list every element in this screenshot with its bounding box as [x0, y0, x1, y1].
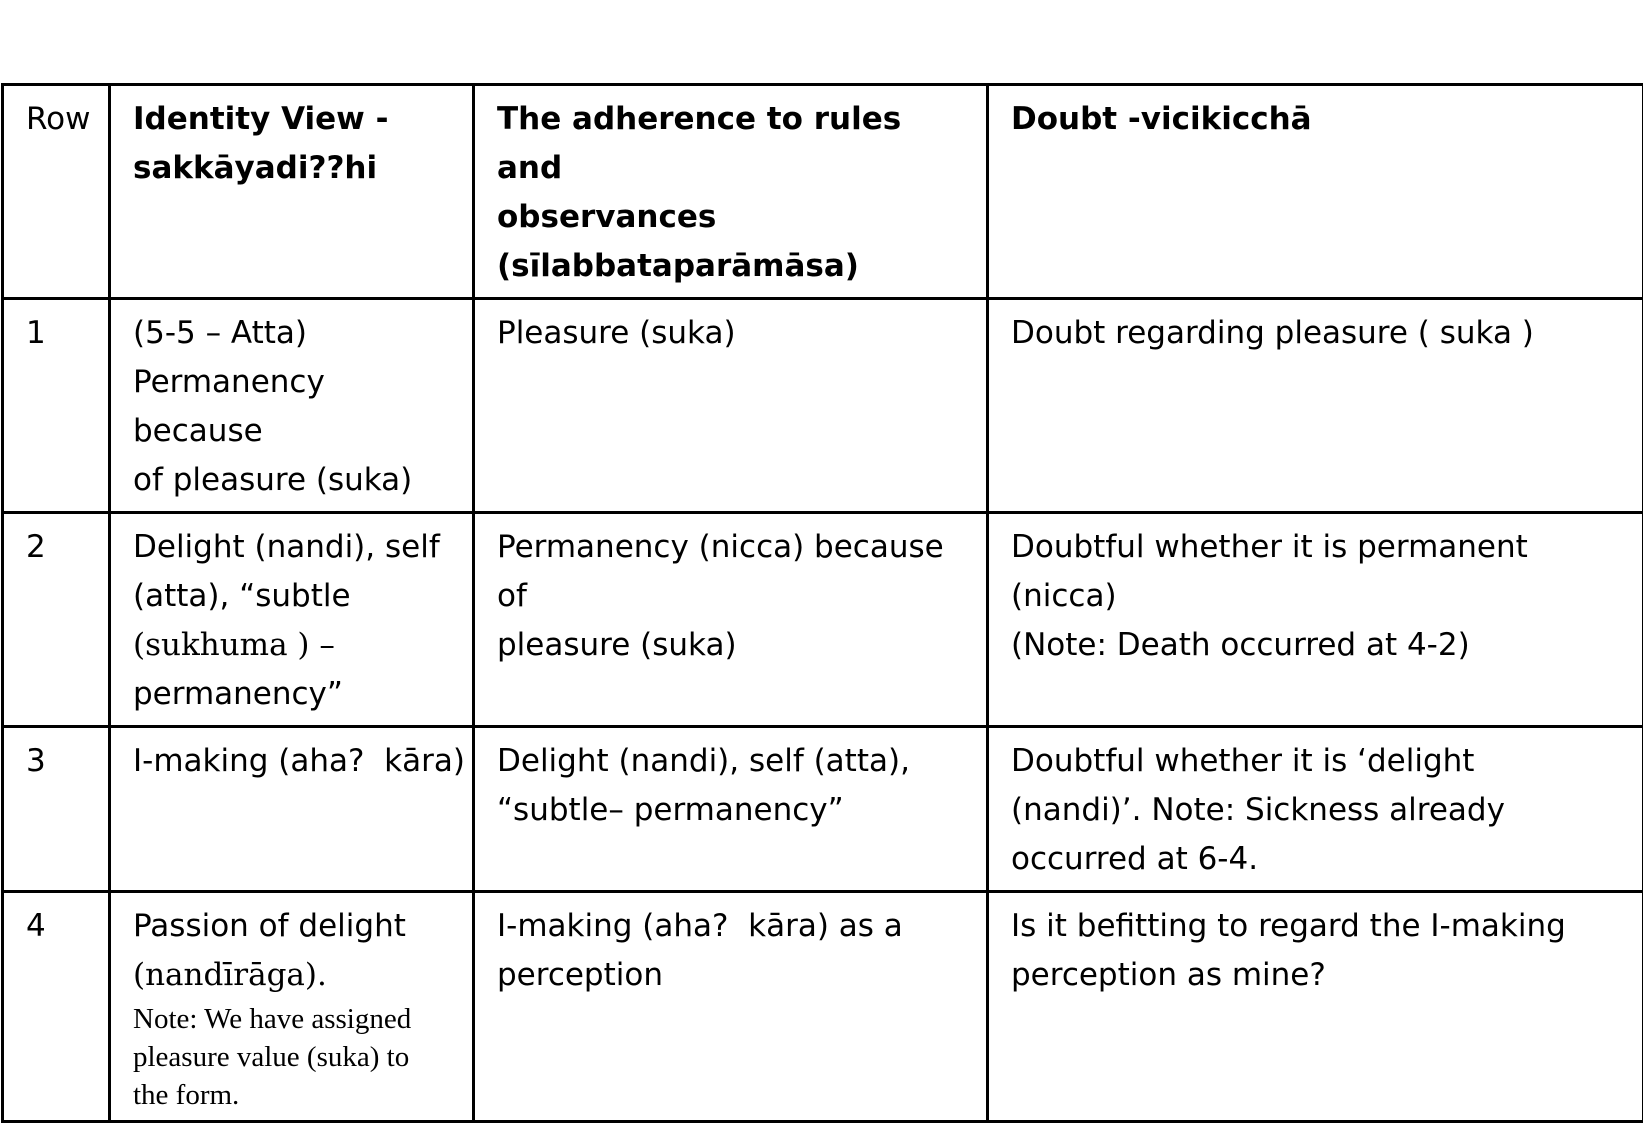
row-number: 4: [3, 892, 110, 1122]
doubt-cell: Doubtful whether it is ‘delight (nandi)’. Note: Sickness already occurred at 6-4.: [988, 727, 1643, 892]
header-doubt: Doubt -vicikicchā: [988, 85, 1643, 299]
header-row: [3, 85, 1643, 299]
doubt-cell: Doubt regarding pleasure ( suka ): [988, 299, 1643, 513]
identity-view-cell: I-making (aha? kāra): [110, 727, 474, 892]
identity-view-text-a: Delight (nandi), self (atta), “subtle: [133, 523, 450, 621]
identity-view-note: Note: We have assigned pleasure value (suka) to the form.: [133, 1000, 450, 1114]
header-identity-view: Identity View - sakkāyadi??hi: [110, 85, 474, 299]
doubt-cell: Is it befitting to regard the I-making perception as mine?: [988, 892, 1643, 1122]
table-row: [3, 727, 1643, 892]
identity-view-text-a: Passion of delight: [133, 902, 450, 951]
identity-view-cell: [110, 892, 474, 1122]
header-adherence: The adherence to rules and observances (sīlabbataparāmāsa): [474, 85, 988, 299]
identity-view-cell: (5-5 – Atta) Permanency because of pleasure (suka): [110, 299, 474, 513]
identity-view-text-c: permanency”: [133, 670, 450, 719]
table-row: [3, 513, 1643, 727]
adherence-cell: Permanency (nicca) because of pleasure (suka): [474, 513, 988, 727]
comparison-table: [1, 83, 1643, 1123]
row-number: 1: [3, 299, 110, 513]
adherence-cell: Delight (nandi), self (atta), “subtle– permanency”: [474, 727, 988, 892]
header-row-label: Row: [3, 85, 110, 299]
table-row: [3, 299, 1643, 513]
row-number: 2: [3, 513, 110, 727]
identity-view-text-b: (nandīrāga).: [133, 951, 450, 1000]
row-number: 3: [3, 727, 110, 892]
adherence-cell: Pleasure (suka): [474, 299, 988, 513]
table-row: [3, 892, 1643, 1122]
adherence-cell: I-making (aha? kāra) as a perception: [474, 892, 988, 1122]
identity-view-text-b: (sukhuma ) –: [133, 621, 450, 670]
identity-view-cell: [110, 513, 474, 727]
doubt-cell: Doubtful whether it is permanent (nicca) (Note: Death occurred at 4-2): [988, 513, 1643, 727]
